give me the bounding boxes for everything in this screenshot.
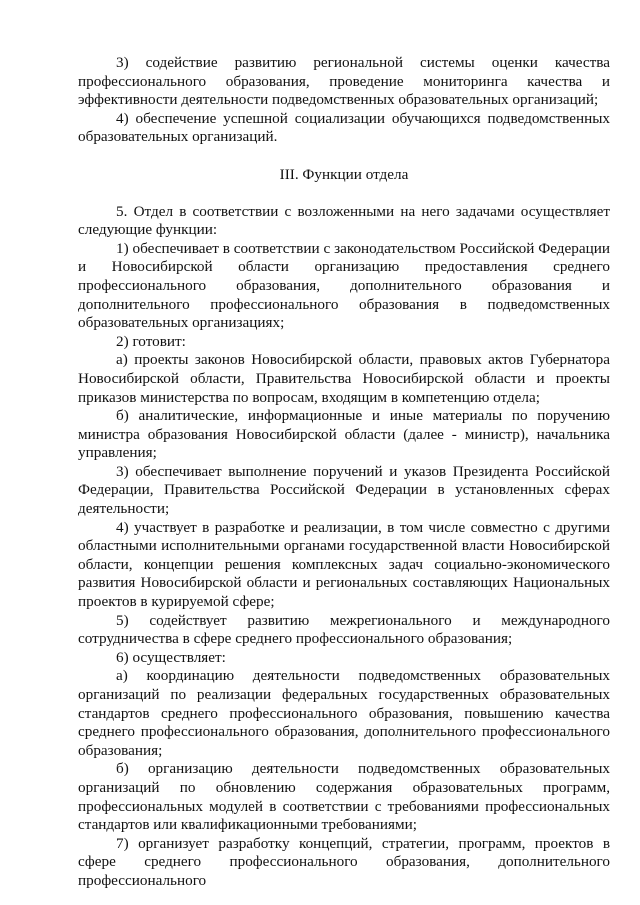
- paragraph-item-3: 3) содействие развитию региональной системы оценки качества профессионального образования, проведение мониторинга качества и эффективности деятельности подведомственных образовательных организаций;: [78, 54, 610, 109]
- paragraph-function-6a: а) координацию деятельности подведомственных образовательных организаций по реализации федеральных государственных образовательных стандартов среднего профессионального образования, повышению качества среднего профессионального образования, дополнительного профессионального образования;: [78, 667, 610, 759]
- section-heading: III. Функции отдела: [279, 165, 409, 183]
- paragraph-function-1: 1) обеспечивает в соответствии с законодательством Российской Федерации и Новосибирской области организацию предоставления среднего профессионального образования, дополнительного образования и дополнительного профессионального образования в подведомственных образовательных организациях;: [78, 239, 610, 332]
- paragraph-function-7: 7) организует разработку концепций, стратегии, программ, проектов в сфере среднего профессионального образования, дополнительного профессионального: [78, 834, 610, 889]
- paragraph-function-6: 6) осуществляет:: [116, 648, 226, 666]
- paragraph-function-4: 4) участвует в разработке и реализации, в том числе совместно с другими областными исполнительными органами государственной власти Новосибирской области, концепции решения комплексных задач социально-экономического развития Новосибирской области и региональных составляющих Национальных проектов в курируемой сфере;: [78, 518, 610, 611]
- paragraph-clause-5: 5. Отдел в соответствии с возложенными на него задачами осуществляет следующие функции:: [78, 202, 610, 239]
- paragraph-item-4: 4) обеспечение успешной социализации обучающихся подведомственных образовательных организаций.: [78, 109, 610, 146]
- paragraph-function-2: 2) готовит:: [116, 332, 186, 350]
- paragraph-function-6b: б) организацию деятельности подведомственных образовательных организаций по обновлению содержания образовательных программ, профессиональных модулей в соответствии с требованиями профессиональных стандартов или квалификационными требованиями;: [78, 760, 610, 834]
- paragraph-function-2a: а) проекты законов Новосибирской области, правовых актов Губернатора Новосибирской области, Правительства Новосибирской области и проекты приказов министерства по вопросам, входящим в компетенцию отдела;: [78, 351, 610, 406]
- paragraph-function-3: 3) обеспечивает выполнение поручений и указов Президента Российской Федерации, Правительства Российской Федерации в установленных сферах деятельности;: [78, 462, 610, 518]
- paragraph-function-5: 5) содействует развитию межрегионального и международного сотрудничества в сфере среднего профессионального образования;: [78, 611, 610, 648]
- paragraph-function-2b: б) аналитические, информационные и иные материалы по поручению министра образования Новосибирской области (далее - министр), начальника управления;: [78, 407, 610, 462]
